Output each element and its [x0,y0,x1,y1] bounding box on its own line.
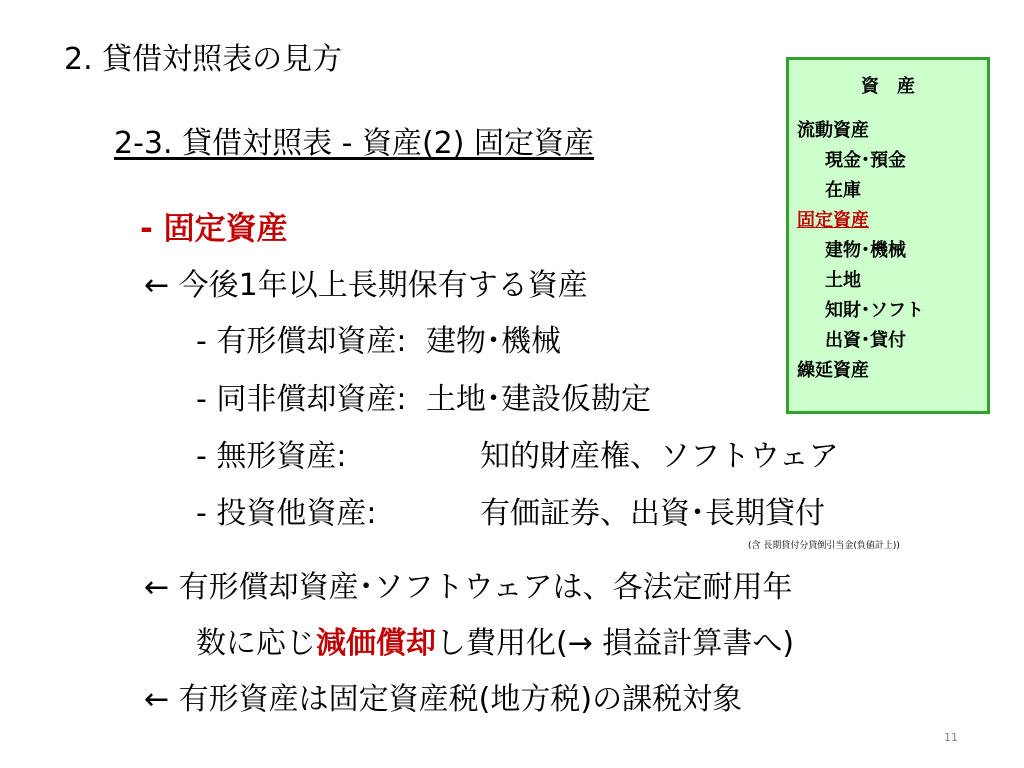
slide-subtitle: 2-3. 貸借対照表 - 資産(2) 固定資産 [114,126,594,161]
depreciation-note-line1: ← 有形償却資産･ソフトウェアは、各法定耐用年 [144,570,793,605]
category-value: 知的財産権、ソフトウェア [480,439,839,474]
category-row [196,494,825,534]
depreciation-emphasis: 減価償却 [316,626,436,661]
legend-item: 流動資産 [797,120,869,141]
asset-legend-box [786,57,990,414]
legend-item: 繰延資産 [797,360,869,381]
legend-item: 出資･貸付 [825,330,906,351]
property-tax-note: ← 有形資産は固定資産税(地方税)の課税対象 [144,682,743,717]
category-row [196,437,839,477]
category-label: - 同非償却資産: [196,382,407,417]
legend-item: 建物･機械 [825,240,906,261]
section-title: 2. 貸借対照表の見方 [64,42,343,77]
category-value: 有価証券、出資･長期貸付 [480,496,825,531]
category-row [196,322,561,362]
legend-item-highlighted: 固定資産 [797,210,869,231]
legend-item: 知財･ソフト [825,300,924,321]
footnote: (含 長期貸付分貸倒引当金(負値計上)) [748,541,900,551]
fixed-assets-heading: - 固定資産 [140,211,288,247]
category-label: - 有形償却資産: [196,324,407,359]
category-label: - 無形資産: [196,439,347,474]
legend-title: 資 産 [861,76,915,97]
page-number: 11 [944,731,958,744]
fixed-assets-definition: ← 今後1年以上長期保有する資産 [144,268,588,303]
category-label: - 投資他資産: [196,496,377,531]
depreciation-note-line2 [196,624,794,664]
depreciation-note-prefix: 数に応じ [196,626,316,661]
category-value: 土地･建設仮勘定 [426,382,652,417]
legend-item: 土地 [825,270,861,291]
legend-item: 現金･預金 [825,150,906,171]
depreciation-note-suffix: し費用化(→ 損益計算書へ) [436,626,795,661]
category-row [196,380,651,420]
legend-item: 在庫 [825,180,861,201]
category-value: 建物･機械 [426,324,562,359]
